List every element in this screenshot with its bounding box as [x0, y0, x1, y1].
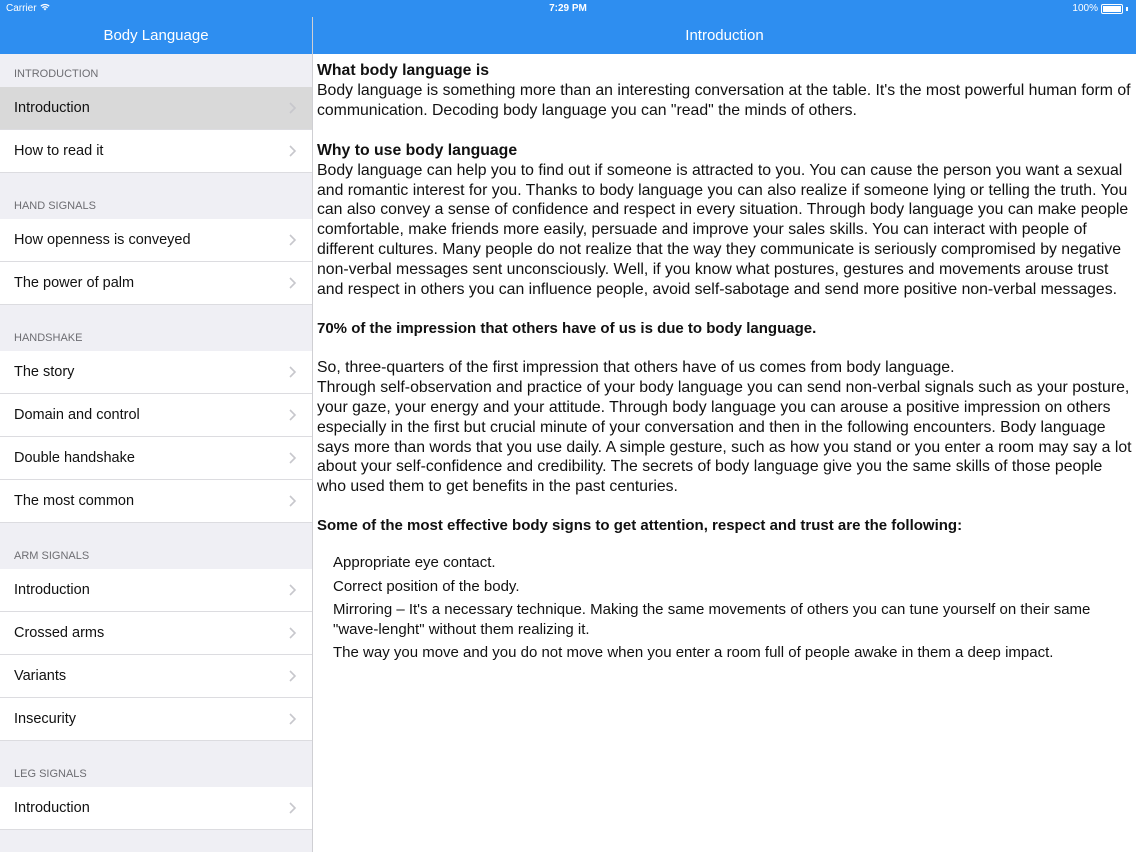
battery-icon — [1101, 4, 1123, 14]
sidebar-item[interactable] — [0, 698, 312, 741]
sidebar-item-label: Introduction — [14, 100, 90, 116]
sidebar-item-label: Double handshake — [14, 450, 135, 466]
status-bar — [0, 0, 1136, 17]
chevron-right-icon — [286, 233, 298, 247]
battery-indicator — [1072, 3, 1128, 14]
paragraph-self-observation: Through self-observation and practice of your body language you can send non-verbal signals such as your posture, your gaze, your energy and your attitude. Through body language you can arouse a positive impression on others especially in the first but crucial minute of your conversation and then in the following encounters. Body language says more than words that you use daily. A simple gesture, such as how you stand or you enter a room may say a lot about your self-confidence and credibility. The secrets of body language give you the same skills of those people who used them to get benefits in the past centuries. — [317, 378, 1132, 496]
sidebar-item-label: Insecurity — [14, 711, 77, 727]
carrier-text: Carrier — [6, 3, 37, 14]
paragraph-three-quarters: So, three-quarters of the first impression that others have of us comes from body language. — [317, 358, 955, 376]
battery-tip — [1126, 7, 1128, 11]
body-signs-list — [317, 553, 1132, 663]
sidebar-navbar — [0, 17, 312, 54]
sidebar-item[interactable] — [0, 787, 312, 830]
sidebar-item[interactable] — [0, 351, 312, 394]
sidebar-title: Body Language — [103, 27, 209, 44]
sidebar-item[interactable] — [0, 569, 312, 612]
chevron-right-icon — [286, 669, 298, 683]
paragraph-impression-bold: 70% of the impression that others have of us is due to body language. — [317, 319, 817, 337]
chevron-right-icon — [286, 583, 298, 597]
section-header: INTRODUCTION — [14, 68, 99, 80]
sidebar-item-label: The most common — [14, 493, 135, 509]
chevron-right-icon — [286, 451, 298, 465]
sidebar-item-label: How to read it — [14, 143, 104, 159]
list-item: Appropriate eye contact. — [333, 554, 496, 572]
group-spacer — [0, 741, 312, 754]
sidebar-item[interactable] — [0, 130, 312, 173]
sidebar-item[interactable] — [0, 655, 312, 698]
heading-what: What body language is — [317, 62, 490, 79]
section-header: HAND SIGNALS — [14, 200, 96, 212]
sidebar-item-label: Crossed arms — [14, 625, 105, 641]
heading-why: Why to use body language — [317, 141, 518, 159]
sidebar-item-label: The story — [14, 364, 75, 380]
sidebar — [0, 54, 312, 852]
group-spacer — [0, 523, 312, 536]
sidebar-item-label: Introduction — [14, 800, 90, 816]
sidebar-item-label: How openness is conveyed — [14, 232, 191, 248]
sidebar-item[interactable] — [0, 612, 312, 655]
section-header: ARM SIGNALS — [14, 550, 90, 562]
chevron-right-icon — [286, 801, 298, 815]
sidebar-item[interactable] — [0, 394, 312, 437]
group-spacer — [0, 173, 312, 186]
list-item: The way you move and you do not move when you enter a room full of people awake in them a deep impact. — [333, 644, 1054, 662]
chevron-right-icon — [286, 712, 298, 726]
chevron-right-icon — [286, 626, 298, 640]
sidebar-item-label: Domain and control — [14, 407, 140, 423]
detail-navbar — [313, 17, 1136, 54]
battery-percent: 100% — [1072, 3, 1098, 14]
sidebar-item[interactable] — [0, 480, 312, 523]
chevron-right-icon — [286, 276, 298, 290]
list-item: Correct position of the body. — [333, 577, 520, 595]
section-header: LEG SIGNALS — [14, 768, 87, 780]
section-header: HANDSHAKE — [14, 332, 83, 344]
group-spacer — [0, 305, 312, 318]
chevron-right-icon — [286, 365, 298, 379]
clock: 7:29 PM — [549, 3, 587, 14]
sidebar-item[interactable] — [0, 87, 312, 130]
detail-title: Introduction — [685, 27, 764, 44]
list-item: Mirroring – It's a necessary technique. Making the same movements of others you can tune yourself on their same "wave-lenght" without them realizing it. — [333, 601, 1091, 638]
paragraph-what: Body language is something more than an interesting conversation at the table. It's the most powerful human form of communication. Decoding body language you can "read" the minds of others. — [317, 81, 1131, 119]
chevron-right-icon — [286, 494, 298, 508]
paragraph-signs-bold: Some of the most effective body signs to get attention, respect and trust are the following: — [317, 517, 963, 535]
chevron-right-icon — [286, 101, 298, 115]
chevron-right-icon — [286, 408, 298, 422]
sidebar-item-label: Introduction — [14, 582, 90, 598]
article-content — [317, 61, 1132, 667]
sidebar-item[interactable] — [0, 219, 312, 262]
paragraph-why: Body language can help you to find out if someone is attracted to you. You can cause the person you want a sexual and romantic interest for you. Thanks to body language you can also realize if someone lying or telling the truth. You can also convey a sense of confidence and respect in every situation. Through body language you can make people comfortable, make friends more easily, persuade and improve your sales skills. You can interact with people of different cultures. Many people do not realize that the way they communicate is seriously compromised by negative non-verbal messages sent unconsciously. Well, if you know what postures, gestures and movements arouse trust and respect in others you can influence people, avoid self-sabotage and send more positive non-verbal messages. — [317, 161, 1129, 299]
chevron-right-icon — [286, 144, 298, 158]
sidebar-item-label: Variants — [14, 668, 67, 684]
sidebar-item[interactable] — [0, 437, 312, 480]
split-divider — [312, 17, 313, 852]
sidebar-item-label: The power of palm — [14, 275, 135, 291]
sidebar-item[interactable] — [0, 262, 312, 305]
